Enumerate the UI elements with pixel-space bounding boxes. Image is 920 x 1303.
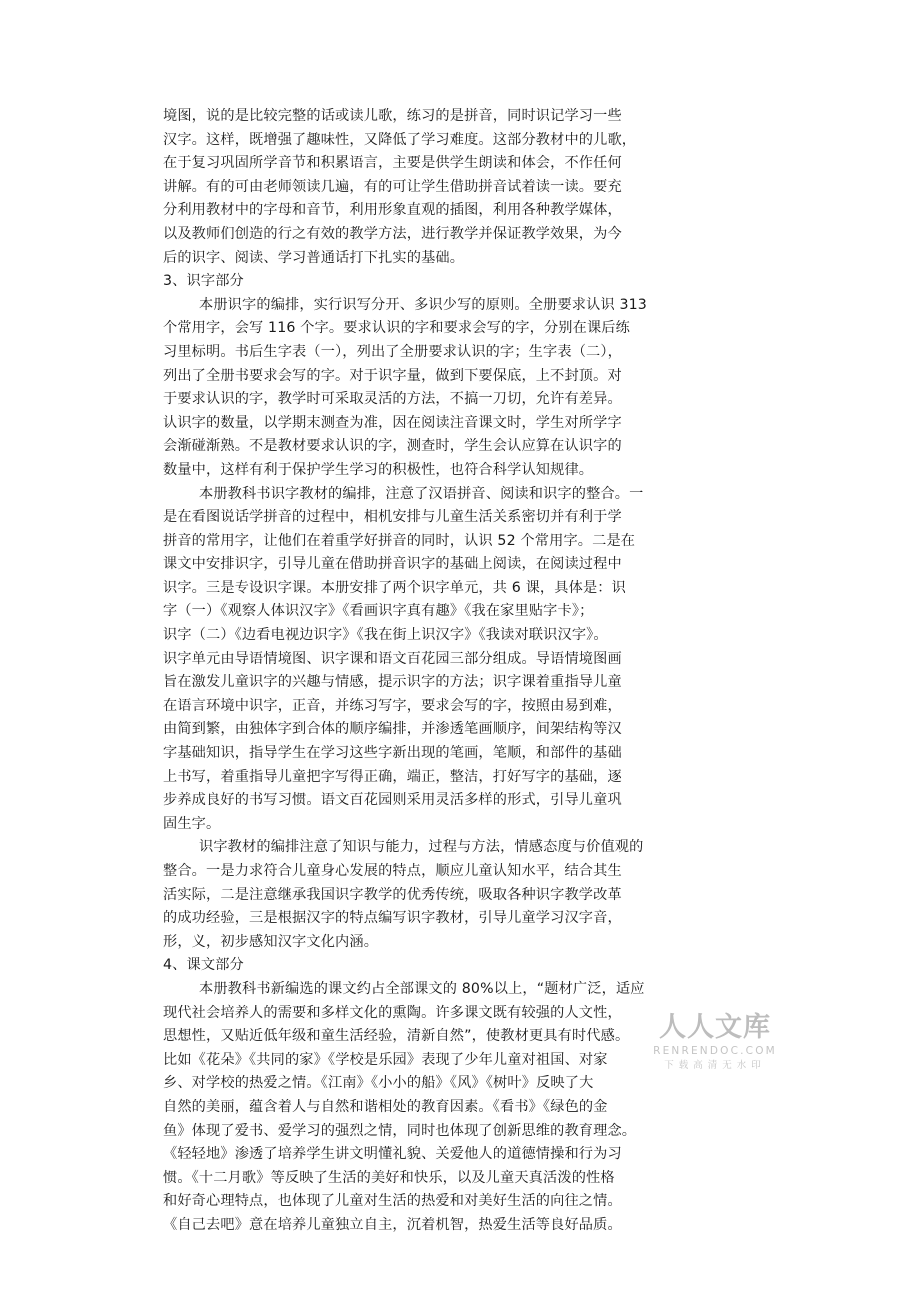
text-line: 《自己去吧》意在培养儿童独立自主，沉着机智，热爱生活等良好品质。 (163, 1216, 622, 1233)
section-heading-literacy: 3、识字部分 (163, 273, 244, 290)
text-line: 自然的美丽，蕴含着人与自然和谐相处的教育因素。《看书》《绿色的金 (163, 1098, 608, 1115)
text-line: 和好奇心理特点，也体现了儿童对生活的热爱和对美好生活的向往之情。 (163, 1193, 622, 1210)
text-line: 后的识字、阅读、学习普通话打下扎实的基础。 (163, 249, 465, 266)
text-line: 步养成良好的书写习惯。语文百花园则采用灵活多样的形式，引导儿童巩 (163, 792, 622, 809)
text-line: 是在看图说话学拼音的过程中，相机安排与儿童生活关系密切并有利于学 (163, 509, 622, 526)
text-line: 分利用教材中的字母和音节，利用形象直观的插图，利用各种教学媒体， (163, 202, 622, 219)
text-line: 识字（二）《边看电视边识字》《我在街上识汉字》《我读对联识汉字》。 (163, 627, 608, 644)
text-line: 个常用字，会写 116 个字。要求认识的字和要求会写的字，分别在课后练 (163, 320, 630, 337)
text-line: 在于复习巩固所学音节和积累语言，主要是供学生朗读和体会，不作任何 (163, 155, 622, 172)
text-line: 由简到繁，由独体字到合体的顺序编排，并渗透笔画顺序，间架结构等汉 (163, 721, 622, 738)
text-line: 字（一）《观察人体识汉字》《看画识字真有趣》《我在家里贴字卡》； (163, 603, 594, 620)
text-line: 以及教师们创造的行之有效的教学方法，进行教学并保证教学效果，为今 (163, 225, 622, 242)
section-heading-texts: 4、课文部分 (163, 957, 244, 974)
text-line: 的成功经验，三是根据汉字的特点编写识字教材，引导儿童学习汉字音， (163, 910, 622, 927)
paragraph-start: 本册识字的编排，实行识写分开、多识少写的原则。全册要求认识 313 (199, 296, 647, 313)
text-line: 上书写，着重指导儿童把字写得正确，端正，整洁，打好写字的基础，逐 (163, 768, 622, 785)
text-line: 课文中安排识字，引导儿童在借助拼音识字的基础上阅读，在阅读过程中 (163, 556, 622, 573)
text-line: 习里标明。书后生字表（一），列出了全册要求认识的字；生字表（二）， (163, 343, 622, 360)
text-line: 思想性，又贴近低年级和童生活经验，清新自然”，使教材更具有时代感。 (163, 1028, 630, 1045)
watermark-domain: RENRENDOC.COM (653, 1045, 777, 1057)
text-line: 会渐碰渐熟。不是教材要求认识的字，测查时，学生会认应算在认识字的 (163, 438, 622, 455)
watermark-title: 人人文库 (659, 1012, 771, 1043)
text-line: 《轻轻地》渗透了培养学生讲文明懂礼貌、关爱他人的道德情操和行为习 (163, 1146, 622, 1163)
text-line: 比如《花朵》《共同的家》《学校是乐园》表现了少年儿童对祖国、对家 (163, 1051, 608, 1068)
text-line: 乡、对学校的热爱之情。《江南》《小小的船》《风》《树叶》反映了大 (163, 1075, 594, 1092)
text-line: 汉字。这样，既增强了趣味性，又降低了学习难度。这部分教材中的儿歌， (163, 131, 637, 148)
text-line: 识字。三是专设识字课。本册安排了两个识字单元，共 6 课，具体是：识 (163, 579, 626, 596)
text-line: 列出了全册书要求会写的字。对于识字量，做到下要保底，上不封顶。对 (163, 367, 622, 384)
watermark (650, 1012, 780, 1082)
text-line: 数量中，这样有利于保护学生学习的积极性，也符合科学认知规律。 (163, 461, 594, 478)
paragraph-start: 识字教材的编排注意了知识与能力，过程与方法，情感态度与价值观的 (199, 839, 644, 856)
text-line: 形，义，初步感知汉字文化内涵。 (163, 933, 379, 950)
text-line: 固生字。 (163, 815, 221, 832)
text-line: 拼音的常用字，让他们在着重学好拼音的同时，认识 52 个常用字。二是在 (163, 532, 636, 549)
paragraph-start: 本册教科书识字教材的编排，注意了汉语拼音、阅读和识字的整合。一 (199, 485, 644, 502)
text-line: 识字单元由导语情境图、识字课和语文百花园三部分组成。导语情境图画 (163, 650, 622, 667)
text-line: 认识字的数量，以学期末测查为准，因在阅读注音课文时，学生对所学字 (163, 414, 622, 431)
text-line: 在语言环境中识字，正音，并练习写字，要求会写的字，按照由易到难， (163, 697, 622, 714)
text-line: 于要求认识的字，教学时可采取灵活的方法，不搞一刀切，允许有差异。 (163, 391, 622, 408)
text-line: 字基础知识，指导学生在学习这些字新出现的笔画，笔顺，和部件的基础 (163, 745, 622, 762)
text-line: 现代社会培养人的需要和多样文化的熏陶。许多课文既有较强的人文性， (163, 1004, 622, 1021)
text-line: 讲解。有的可由老师领读几遍，有的可让学生借助拼音试着读一读。要充 (163, 178, 622, 195)
document-body (163, 105, 683, 1238)
text-line: 旨在激发儿童识字的兴趣与情感，提示识字的方法；识字课着重指导儿童 (163, 674, 622, 691)
text-line: 活实际，二是注意继承我国识字教学的优秀传统，吸取各种识字教学改革 (163, 886, 622, 903)
text-line: 鱼》体现了爱书、爱学习的强烈之情，同时也体现了创新思维的教育理念。 (163, 1122, 637, 1139)
text-line: 境图，说的是比较完整的话或读儿歌，练习的是拼音，同时识记学习一些 (163, 108, 622, 124)
text-line: 惯。《十二月歌》等反映了生活的美好和快乐，以及儿童天真活泼的性格 (163, 1169, 615, 1186)
paragraph-start: 本册教科书新编选的课文约占全部课文的 80%以上，“题材广泛，适应 (199, 980, 645, 997)
text-line: 整合。一是力求符合儿童身心发展的特点，顺应儿童认知水平，结合其生 (163, 863, 622, 879)
watermark-subtitle: 下载高清无水印 (664, 1060, 766, 1071)
